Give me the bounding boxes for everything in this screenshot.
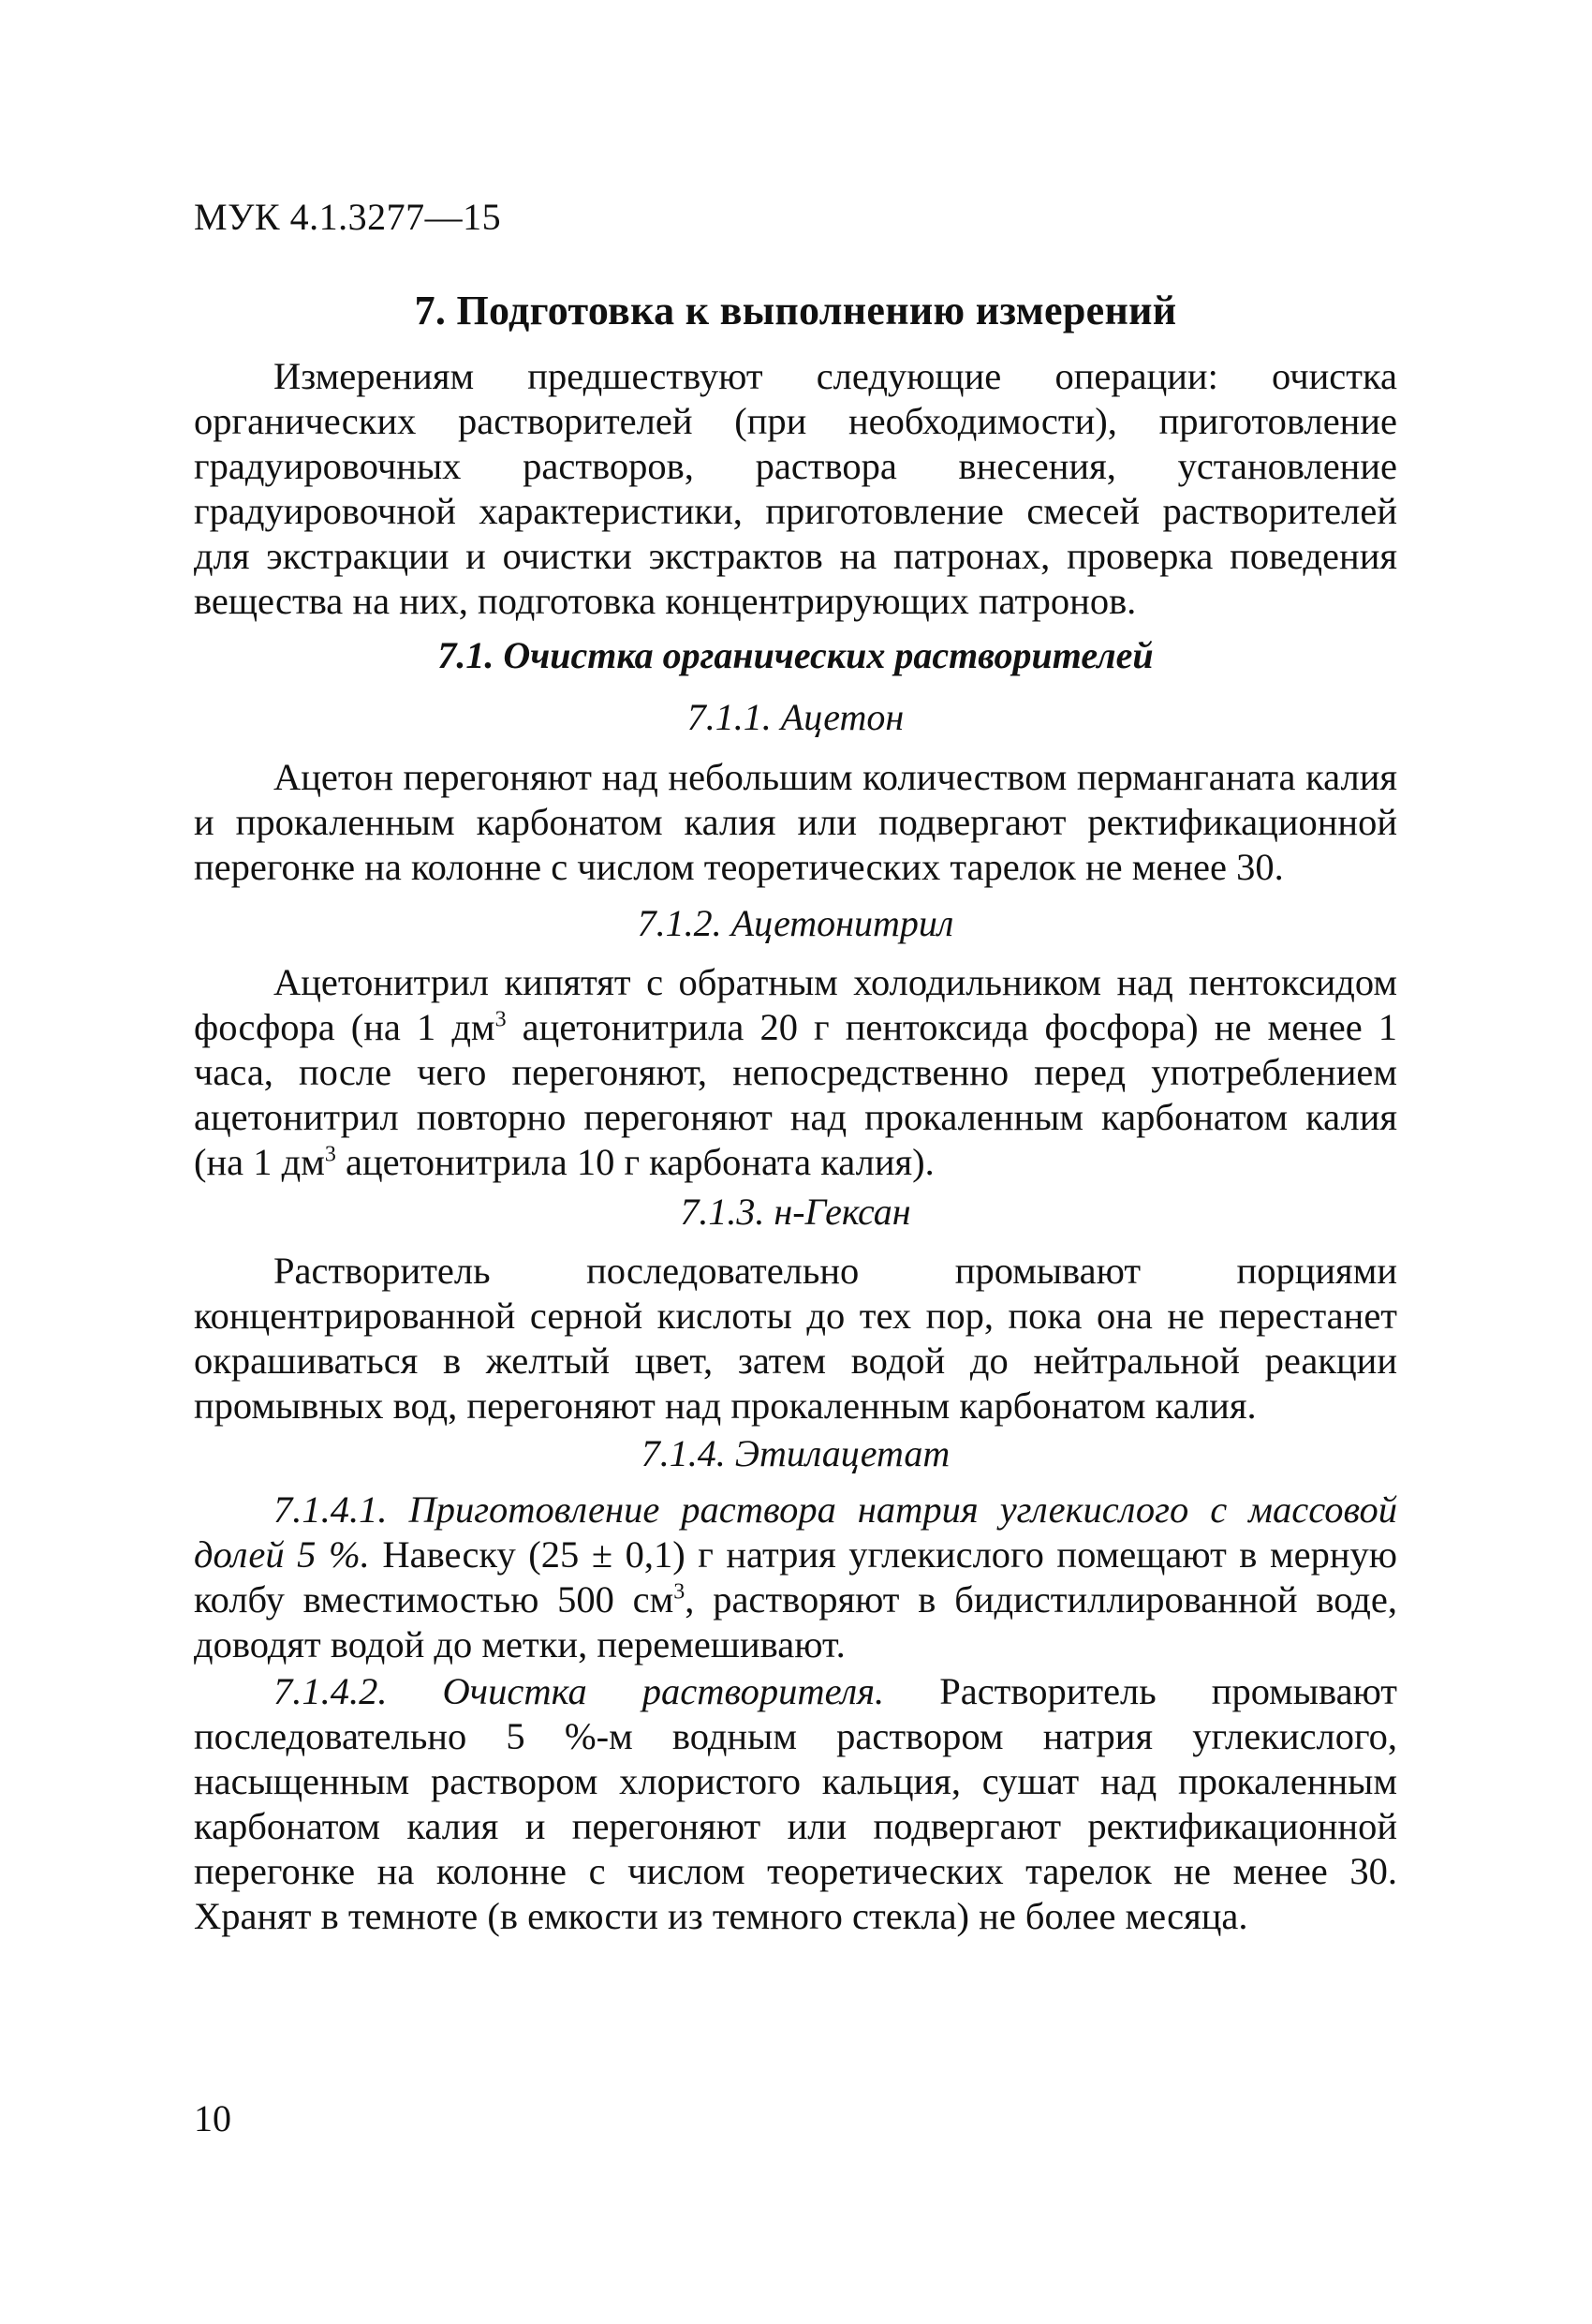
section-7-1-4-2-heading: 7.1.4.2. Очистка растворителя.: [273, 1670, 885, 1712]
superscript-3: 3: [673, 1579, 685, 1605]
section-7-1-1-text: Ацетон перегоняют над небольшим количеством перманганата калия и прокаленным карбонатом калия или подвергают ректификационной перегонке на колонне с числом теоретических тарелок не менее 30.: [194, 756, 1397, 888]
section-7-1-title: [194, 633, 1397, 677]
section-7-1-2-text-c: ацетонитрила 10 г карбоната калия).: [335, 1141, 935, 1183]
section-7-1-4-1-text: [194, 1488, 1397, 1667]
section-7-1-2-text-a: Ацетонитрил кипятят с обратным холодильником над пентоксидом фосфора (на 1 дм: [194, 961, 1397, 1048]
superscript-3: 3: [494, 1007, 507, 1032]
section-7-1-2-title-text: 7.1.2. Ацетонитрил: [637, 902, 954, 944]
section-7-1-4-title-text: 7.1.4. Этилацетат: [641, 1432, 951, 1474]
section-7-1-2-title: [194, 901, 1397, 945]
section-7-1-title-text: 7.1. Очистка органических растворителей: [437, 634, 1154, 676]
section-7-1-3-title: [194, 1190, 1397, 1234]
section-7-1-1-title-text: 7.1.1. Ацетон: [686, 696, 905, 738]
superscript-3: 3: [324, 1142, 336, 1167]
section-7-1-4-2-text: [194, 1669, 1397, 1939]
section-7-1-4-1-body-b: , растворяют в бидистиллированной воде, доводят водой до метки, перемешивают.: [194, 1578, 1397, 1665]
section-7-1-4-1-heading: 7.1.4.1. Приготовление раствора натрия углекислого с массовой долей 5 %.: [194, 1488, 1397, 1576]
section-7-title: 7. Подготовка к выполнению измерений: [414, 288, 1177, 333]
section-7-1-1-title: [194, 695, 1397, 739]
section-7-1-4-title: [194, 1431, 1397, 1475]
section-7-1-3-text: Растворитель последовательно промывают порциями концентрированной серной кислоты до тех пор, пока она не перестанет окрашиваться в желтый цвет, затем водой до нейтральной реакции промывных вод, перегоняют над прокаленным карбонатом калия.: [194, 1250, 1397, 1427]
section-7-1-2-text: [194, 960, 1397, 1185]
section-7-1-2-text-b: ацетонитрила 20 г пентоксида фосфора) не менее 1 часа, после чего перегоняют, непосредственно перед употреблением ацетонитрил повторно перегоняют над прокаленным карбонатом калия (на 1 дм: [194, 1006, 1398, 1183]
section-7-1-4-2-body: Растворитель промывают последовательно 5 %-м водным раствором натрия углекислого, насыщенным раствором хлористого кальция, сушат над прокаленным карбонатом калия и перегоняют или подвергают ректификационной перегонке на колонне с числом теоретических тарелок не менее 30. Хранят в темноте (в емкости из темного стекла) не более месяца.: [194, 1670, 1398, 1937]
section-7-intro: Измерениям предшествуют следующие операции: очистка органических растворителей (при необходимости), приготовление градуировочных растворов, раствора внесения, установление градуировочной характеристики, приготовление смесей растворителей для экстракции и очистки экстрактов на патронах, проверка поведения вещества на них, подготовка концентрирующих патронов.: [194, 355, 1397, 622]
section-7-1-3-title-text: 7.1.3. н-Гексан: [680, 1191, 911, 1233]
page-number: 10: [194, 2097, 231, 2139]
document-code: МУК 4.1.3277—15: [194, 196, 502, 238]
section-7-1-4-1-body-a: Навеску (25 ± 0,1) г натрия углекислого помещают в мерную колбу вместимостью 500 см: [194, 1533, 1397, 1621]
